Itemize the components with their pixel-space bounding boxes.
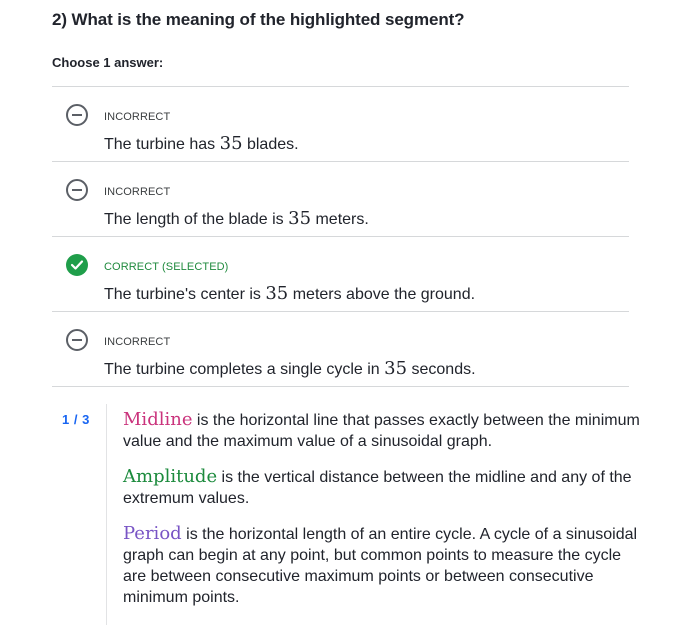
choice-text-before: The turbine's center is: [104, 286, 266, 303]
choice-number: 35: [219, 133, 243, 154]
minus-circle-icon: [66, 179, 88, 201]
choice-status: INCORRECT: [104, 186, 171, 198]
choice-2[interactable]: [52, 162, 629, 237]
choice-text-after: meters above the ground.: [288, 286, 476, 303]
hint-midline: [123, 409, 643, 452]
choice-1[interactable]: [52, 87, 629, 162]
check-circle-icon: [66, 254, 88, 276]
choose-label: Choose 1 answer:: [52, 55, 164, 70]
choice-number: 35: [265, 283, 289, 304]
choice-text: [104, 208, 369, 229]
hint-divider: [106, 404, 107, 625]
hint-text: is the vertical distance between the midline and any of the extremum values.: [123, 469, 632, 507]
choice-text-before: The length of the blade is: [104, 211, 289, 228]
hint-term: Period: [123, 523, 182, 544]
hint-text: is the horizontal length of an entire cycle. A cycle of a sinusoidal graph can begin at any point, but common points to measure the cycle are between consecutive maximum points or between consecutive minimum points.: [123, 526, 638, 606]
answer-choices: [52, 86, 629, 387]
choice-status: INCORRECT: [104, 336, 171, 348]
choice-text-before: The turbine completes a single cycle in: [104, 361, 385, 378]
hint-term: Amplitude: [123, 466, 218, 487]
choice-text: [104, 283, 475, 304]
choice-number: 35: [384, 358, 408, 379]
question-title: 2) What is the meaning of the highlighted segment?: [52, 10, 465, 29]
hint-text: is the horizontal line that passes exactly between the minimum value and the maximum value of a sinusoidal graph.: [123, 412, 640, 450]
hints-panel: [123, 409, 643, 622]
choice-status: INCORRECT: [104, 111, 171, 123]
choice-text-after: seconds.: [407, 361, 476, 378]
choice-text-after: blades.: [242, 136, 299, 153]
hint-counter: 1 / 3: [62, 412, 90, 427]
minus-circle-icon: [66, 329, 88, 351]
choice-text: [104, 358, 476, 379]
choice-number: 35: [288, 208, 312, 229]
choice-4[interactable]: [52, 312, 629, 387]
hint-period: [123, 523, 643, 608]
choice-3[interactable]: [52, 237, 629, 312]
minus-circle-icon: [66, 104, 88, 126]
choice-text-after: meters.: [311, 211, 369, 228]
choice-text-before: The turbine has: [104, 136, 220, 153]
hint-term: Midline: [123, 409, 193, 430]
hint-amplitude: [123, 466, 643, 509]
choice-text: [104, 133, 299, 154]
choice-status: CORRECT (SELECTED): [104, 261, 229, 273]
